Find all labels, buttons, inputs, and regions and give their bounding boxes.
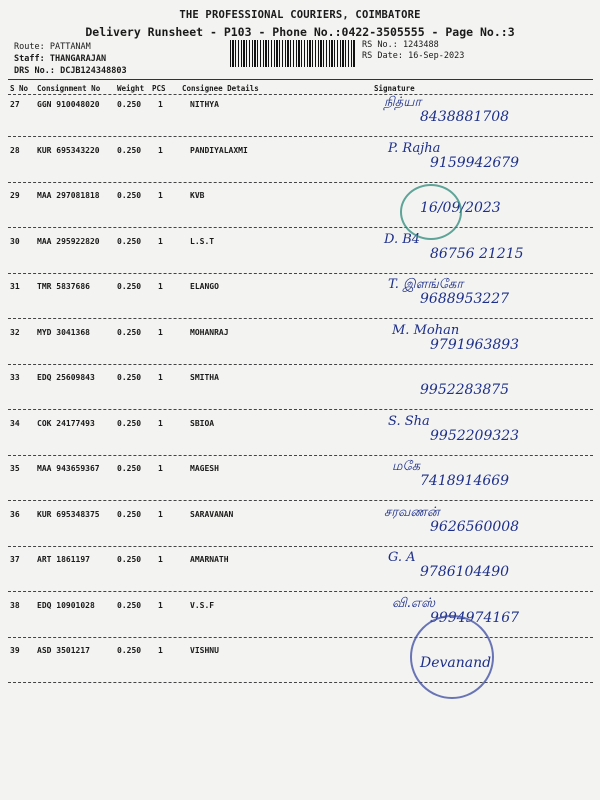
cell-sno: 39 xyxy=(10,646,20,655)
staff-label: Staff: xyxy=(14,54,45,64)
signature-name: மகே xyxy=(392,459,421,474)
cell-pcs: 1 xyxy=(158,100,163,109)
cell-pcs: 1 xyxy=(158,373,163,382)
cell-sno: 35 xyxy=(10,464,20,473)
route-label: Route: xyxy=(14,42,45,52)
rs-date-value: 16-Sep-2023 xyxy=(408,51,465,61)
cell-consignee: PANDIYALAXMI xyxy=(190,145,248,155)
rs-no-field xyxy=(362,40,439,50)
cell-weight: 0.250 xyxy=(117,191,142,200)
runsheet-subtitle: Delivery Runsheet - P103 - Phone No.:0422-3505555 - Page No.:3 xyxy=(85,25,515,39)
signature-phone: 9626560008 xyxy=(430,518,520,535)
signature-phone: 9952283875 xyxy=(420,382,510,398)
cell-pcs: 1 xyxy=(158,236,163,246)
row-separator xyxy=(8,227,593,228)
cell-weight: 0.250 xyxy=(117,600,142,610)
cell-consignment: TMR 5837686 xyxy=(37,282,90,291)
signature-phone: 8438881708 xyxy=(420,109,510,125)
cell-pcs: 1 xyxy=(158,282,163,291)
cell-sno: 31 xyxy=(10,282,20,291)
cell-consignee: SARAVANAN xyxy=(190,509,234,519)
cell-sno: 34 xyxy=(10,418,20,428)
cell-sno: 36 xyxy=(10,509,20,519)
col-header-consignment: Consignment No xyxy=(37,84,101,93)
cell-sno: 28 xyxy=(10,145,20,155)
row-separator xyxy=(8,546,593,547)
cell-consignee: VISHNU xyxy=(190,646,219,655)
barcode xyxy=(230,40,356,67)
cell-pcs: 1 xyxy=(158,418,163,428)
row-separator xyxy=(8,682,593,683)
cell-weight: 0.250 xyxy=(117,555,142,564)
signature-phone: Devanand xyxy=(420,655,492,671)
cell-sno: 29 xyxy=(10,191,20,200)
cell-pcs: 1 xyxy=(158,145,163,155)
cell-consignment: KUR 695343220 xyxy=(37,145,100,155)
signature-name: D. B4 xyxy=(384,231,421,247)
rs-date-label: RS Date: xyxy=(362,51,403,61)
cell-sno: 33 xyxy=(10,373,20,382)
col-header-weight: Weight xyxy=(117,84,145,93)
row-separator xyxy=(8,273,593,274)
cell-weight: 0.250 xyxy=(117,464,142,473)
cell-consignment: MYD 3041368 xyxy=(37,327,90,337)
cell-sno: 27 xyxy=(10,100,20,109)
signature-phone: 86756 21215 xyxy=(430,245,524,262)
cell-weight: 0.250 xyxy=(117,145,142,155)
staff-value: THANGARAJAN xyxy=(49,54,107,64)
cell-pcs: 1 xyxy=(158,327,163,337)
cell-consignment: EDQ 25609843 xyxy=(37,373,95,382)
delivery-stamp xyxy=(400,184,462,240)
cell-consignee: SBIOA xyxy=(190,418,215,428)
drs-field xyxy=(14,66,127,76)
cell-pcs: 1 xyxy=(158,509,163,519)
header-top-rule xyxy=(8,79,593,80)
cell-consignment: MAA 297081818 xyxy=(37,191,100,200)
signature-phone: 9688953227 xyxy=(420,291,510,307)
signature-phone: 16/09/2023 xyxy=(420,200,501,216)
row-separator xyxy=(8,182,593,183)
signature-phone: 9994974167 xyxy=(430,609,520,626)
rs-no-label: RS No.: xyxy=(362,40,398,50)
cell-consignee: NITHYA xyxy=(190,100,219,109)
cell-sno: 30 xyxy=(10,236,20,246)
route-field xyxy=(14,42,91,52)
row-separator xyxy=(8,591,593,592)
cell-pcs: 1 xyxy=(158,464,163,473)
cell-weight: 0.250 xyxy=(117,418,142,428)
cell-weight: 0.250 xyxy=(117,509,142,519)
cell-pcs: 1 xyxy=(158,555,163,564)
route-value: PATTANAM xyxy=(49,42,91,52)
signature-name: G. A xyxy=(388,550,416,565)
cell-consignment: MAA 295922820 xyxy=(37,236,100,246)
cell-weight: 0.250 xyxy=(117,646,142,655)
signature-name: நித்யா xyxy=(384,95,422,110)
cell-consignment: EDQ 10901028 xyxy=(37,600,95,610)
cell-consignee: V.S.F xyxy=(190,600,215,610)
signature-phone: 7418914669 xyxy=(420,473,510,489)
cell-consignment: KUR 695348375 xyxy=(37,509,100,519)
cell-consignment: MAA 943659367 xyxy=(37,464,100,473)
cell-sno: 38 xyxy=(10,600,20,610)
signature-phone: 9159942679 xyxy=(430,154,520,171)
cell-weight: 0.250 xyxy=(117,373,142,382)
cell-weight: 0.250 xyxy=(117,327,142,337)
row-separator xyxy=(8,500,593,501)
signature-phone: 9791963893 xyxy=(430,336,520,353)
cell-weight: 0.250 xyxy=(117,100,142,109)
signature-name: T. இளங்கோ xyxy=(388,277,464,292)
cell-consignment: GGN 910048020 xyxy=(37,100,100,109)
cell-pcs: 1 xyxy=(158,191,163,200)
cell-consignee: AMARNATH xyxy=(190,555,229,564)
cell-consignee: MAGESH xyxy=(190,464,219,473)
drs-value: DCJB124348803 xyxy=(60,66,127,76)
company-seal-stamp xyxy=(410,615,494,699)
cell-sno: 37 xyxy=(10,555,20,564)
signature-name: M. Mohan xyxy=(392,322,460,338)
signature-name: S. Sha xyxy=(388,413,430,429)
signature-name: வி.எஸ் xyxy=(392,595,436,611)
cell-weight: 0.250 xyxy=(117,236,142,246)
row-separator xyxy=(8,364,593,365)
signature-phone: 9786104490 xyxy=(420,564,510,580)
cell-consignee: SMITHA xyxy=(190,373,219,382)
rs-date-field xyxy=(362,51,464,61)
staff-field xyxy=(14,54,106,64)
signature-phone: 9952209323 xyxy=(430,427,520,444)
cell-consignment: ART 1861197 xyxy=(37,555,90,564)
row-separator xyxy=(8,637,593,638)
cell-consignee: KVB xyxy=(190,191,205,200)
cell-consignee: ELANGO xyxy=(190,282,219,291)
col-header-sno: S No xyxy=(10,84,29,93)
header-bottom-rule xyxy=(8,94,593,95)
cell-consignment: ASD 3501217 xyxy=(37,646,90,655)
cell-weight: 0.250 xyxy=(117,282,142,291)
row-separator xyxy=(8,455,593,456)
cell-sno: 32 xyxy=(10,327,20,337)
cell-pcs: 1 xyxy=(158,646,163,655)
company-name: THE PROFESSIONAL COURIERS, COIMBATORE xyxy=(179,9,421,21)
cell-consignment: COK 24177493 xyxy=(37,418,95,428)
signature-name: சரவணன் xyxy=(384,504,440,520)
col-header-consignee: Consignee Details xyxy=(182,84,259,93)
row-separator xyxy=(8,409,593,410)
drs-label: DRS No.: xyxy=(14,66,55,76)
row-separator xyxy=(8,318,593,319)
cell-consignee: MOHANRAJ xyxy=(190,327,229,337)
col-header-pcs: PCS xyxy=(152,84,166,93)
cell-pcs: 1 xyxy=(158,600,163,610)
rs-no-value: 1243488 xyxy=(402,40,439,50)
row-separator xyxy=(8,136,593,137)
signature-name: P. Rajha xyxy=(388,140,441,156)
cell-consignee: L.S.T xyxy=(190,236,215,246)
col-header-signature: Signature xyxy=(374,84,415,93)
